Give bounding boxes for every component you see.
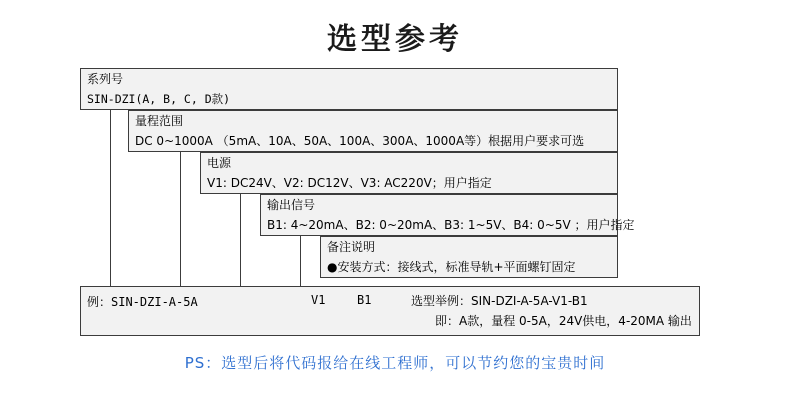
example-description-line2: 即：A款，量程 0-5A，24V供电，4-20MA 输出: [435, 314, 692, 328]
example-output-code: B1: [357, 293, 372, 307]
block-series-number: [80, 68, 618, 110]
connector-output: [300, 236, 301, 286]
example-description-line1: 选型举例：SIN-DZI-A-5A-V1-B1: [411, 294, 588, 308]
block-series-number-body: SIN-DZI(A, B, C, D款): [87, 92, 231, 106]
footer-note: PS：选型后将代码报给在线工程师，可以节约您的宝贵时间: [184, 354, 606, 372]
example-power-code: V1: [311, 293, 326, 307]
page-title: 选型参考: [327, 22, 463, 57]
block-range-body: DC 0~1000A （5mA、10A、50A、100A、300A、1000A等）根据用户要求可选: [135, 134, 585, 148]
connector-power: [240, 194, 241, 286]
example-block: [80, 286, 700, 336]
block-range: [128, 110, 618, 152]
block-remark-header: 备注说明: [327, 240, 376, 254]
connector-series: [110, 110, 111, 286]
block-power-supply-body: V1: DC24V、V2: DC12V、V3: AC220V；用户指定: [207, 176, 492, 190]
block-remark: [320, 236, 618, 278]
block-range-header: 量程范围: [135, 114, 184, 128]
example-code: 例：SIN-DZI-A-5A: [87, 295, 198, 309]
model-code-diagram: [80, 68, 700, 336]
connector-range: [180, 152, 181, 286]
block-output-signal-body: B1: 4~20mA、B2: 0~20mA、B3: 1~5V、B4: 0~5V ；用户指定: [267, 218, 635, 232]
block-remark-body: ●安装方式：接线式，标准导轨+平面螺钉固定: [327, 260, 576, 274]
block-power-supply: [200, 152, 618, 194]
block-output-signal: [260, 194, 635, 236]
block-series-number-header: 系列号: [87, 72, 124, 86]
block-power-supply-header: 电源: [207, 156, 232, 170]
block-output-signal-header: 输出信号: [267, 198, 316, 212]
example-description: [411, 291, 692, 331]
